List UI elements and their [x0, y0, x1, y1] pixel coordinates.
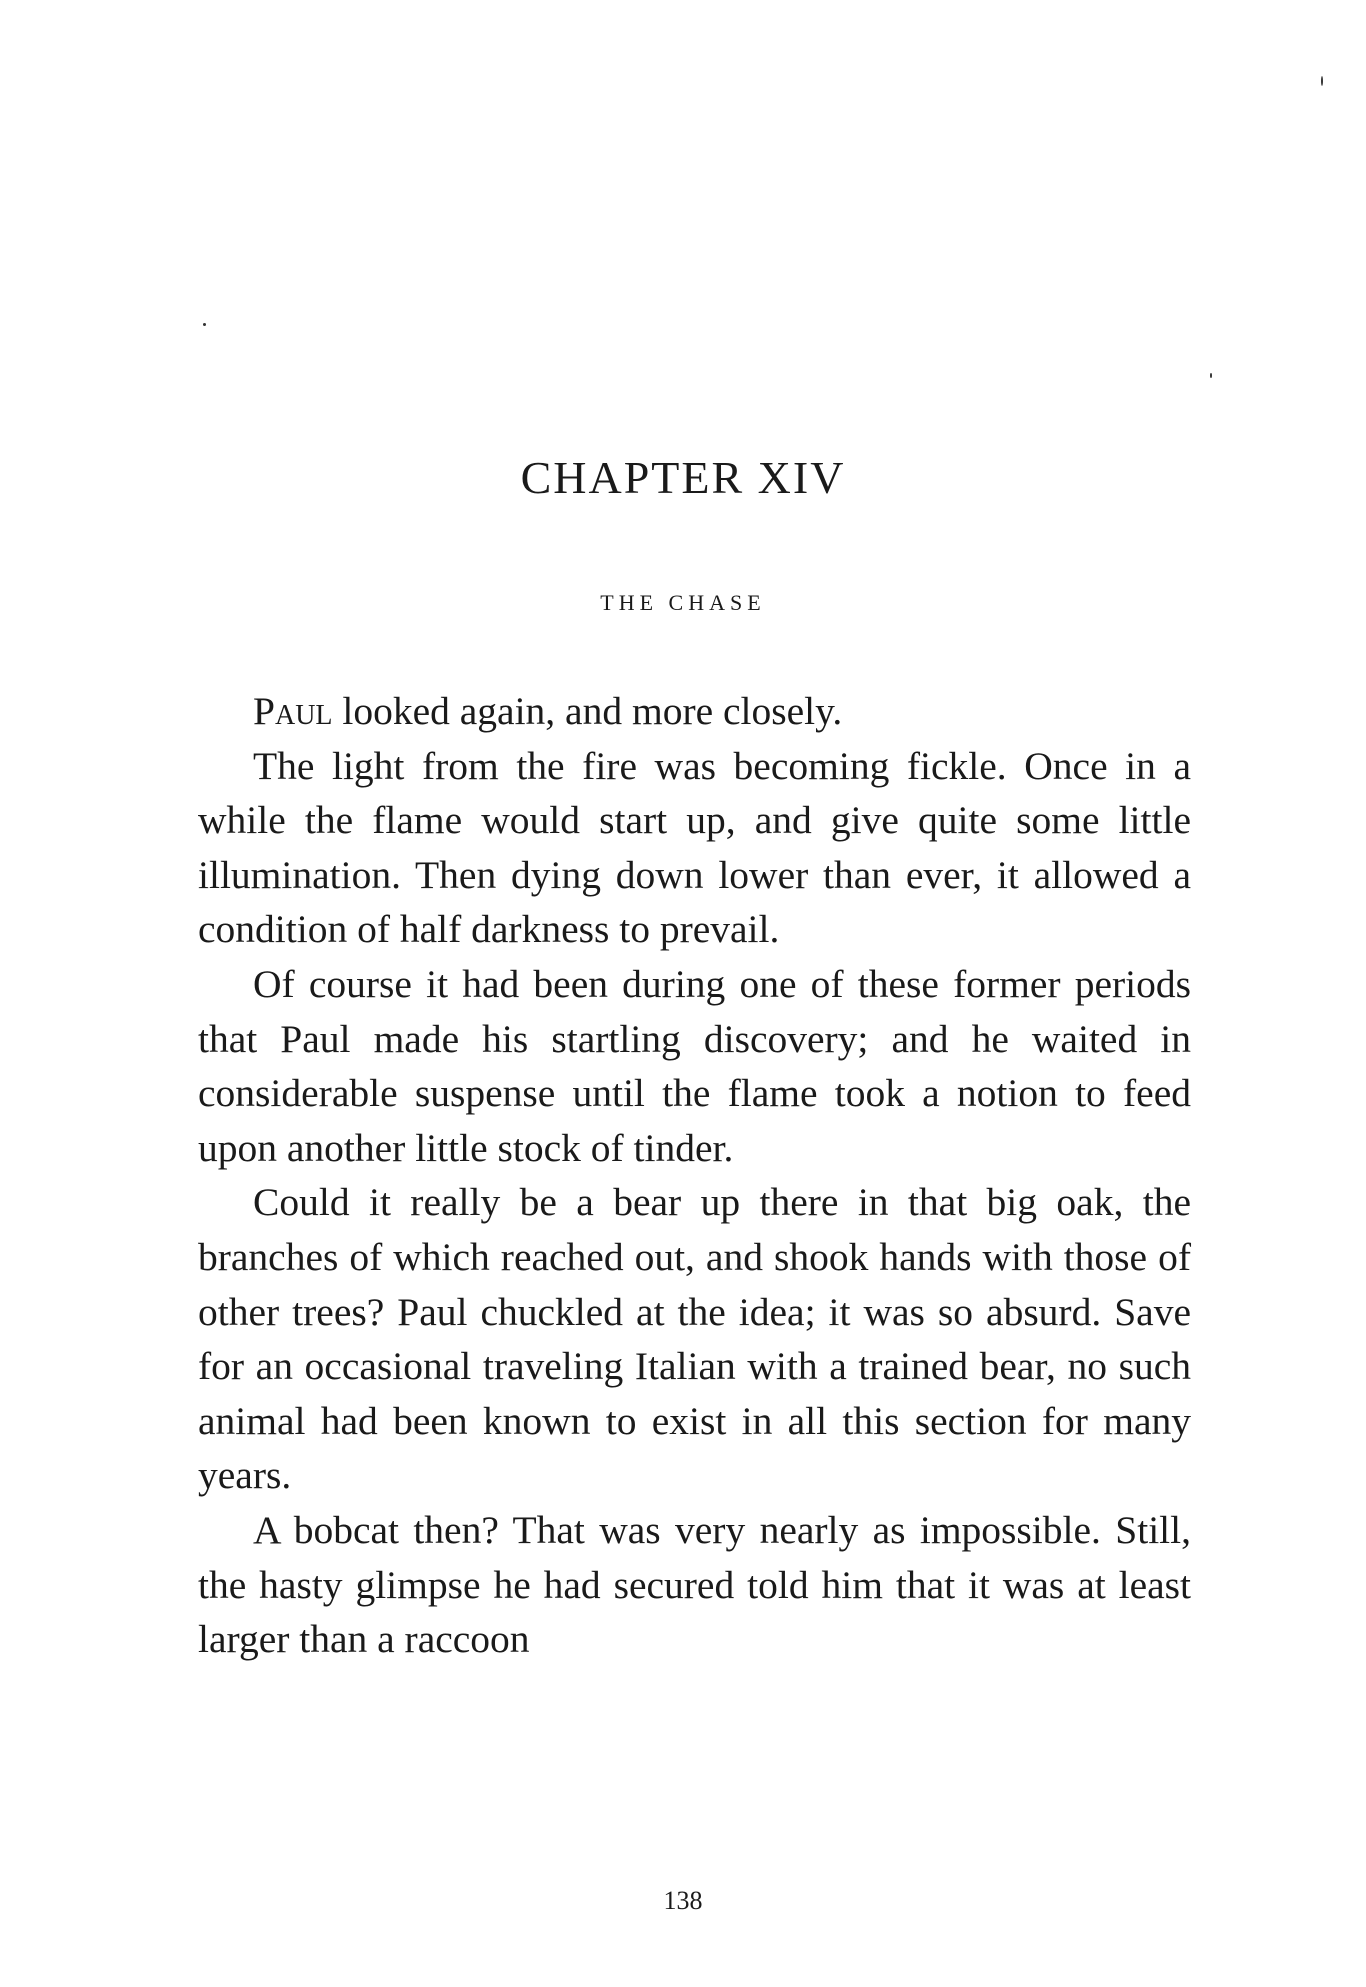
paragraph-1-text: looked again, and more closely. — [332, 689, 843, 733]
paragraph-4: Could it really be a bear up there in that big oak, the branches of which reached out, and shook hands with those of other trees? Paul chuckled at the idea; it was so absurd. Save for an occasional traveling Italian with a trained bear, no such animal had been known to exist in all this section for many years. — [198, 1180, 1191, 1498]
body-text — [198, 684, 1191, 1667]
scan-speck — [1321, 76, 1323, 86]
paragraph-1 — [198, 684, 1191, 739]
page-number: 138 — [663, 1886, 703, 1915]
paragraph-2: The light from the fire was becoming fickle. Once in a while the flame would start up, and give quite some little illumination. Then dying down lower than ever, it allowed a condition of half darkness to prevail. — [198, 743, 1191, 952]
paragraph-3: Of course it had been during one of these former periods that Paul made his startling discovery; and he waited in considerable suspense until the flame took a notion to feed upon another little stock of tinder. — [198, 961, 1191, 1170]
scan-speck — [1210, 373, 1212, 378]
scan-speck — [203, 323, 206, 326]
chapter-subtitle: THE CHASE — [600, 590, 766, 615]
paragraph-5: A bobcat then? That was very nearly as impossible. Still, the hasty glimpse he had secured told him that it was at least larger than a raccoon — [198, 1507, 1191, 1662]
lead-word: Paul — [253, 689, 333, 733]
chapter-heading: CHAPTER XIV — [520, 452, 846, 503]
